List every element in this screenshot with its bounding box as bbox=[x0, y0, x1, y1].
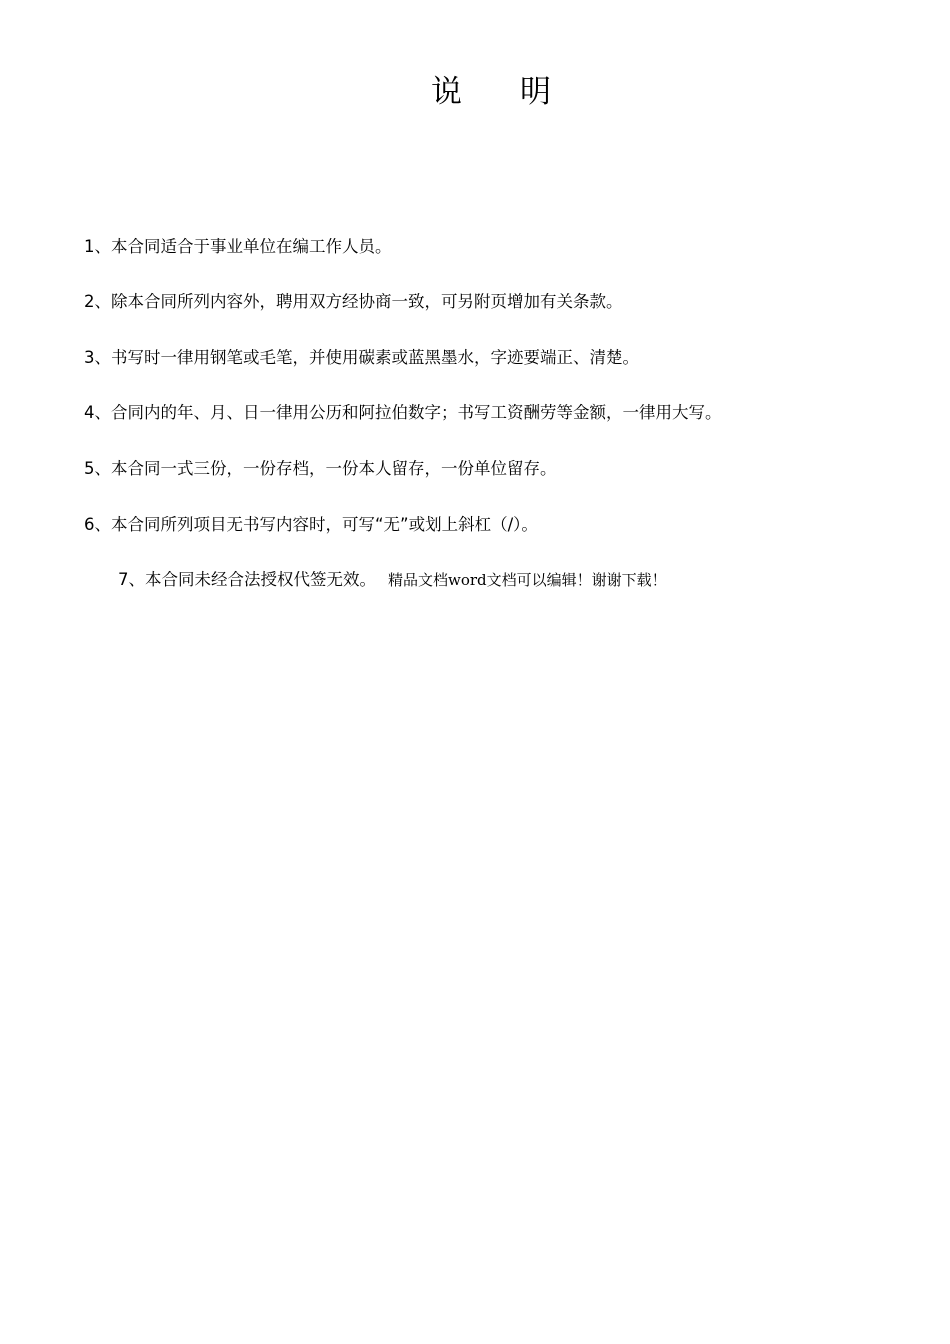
page-title bbox=[0, 72, 950, 112]
instruction-item-6: 6、本合同所列项目无书写内容时，可写“无”或划上斜杠（/）。 bbox=[84, 515, 538, 534]
instruction-item-7 bbox=[118, 569, 667, 591]
instruction-item-4: 4、合同内的年、月、日一律用公历和阿拉伯数字；书写工资酬劳等金额，一律用大写。 bbox=[84, 403, 722, 422]
footer-note: 精品文档word文档可以编辑！谢谢下载！ bbox=[388, 571, 667, 589]
instruction-item-7-text: 7、本合同未经合法授权代签无效。 bbox=[118, 570, 376, 589]
instruction-item-3: 3、书写时一律用钢笔或毛笔，并使用碳素或蓝黑墨水，字迹要端正、清楚。 bbox=[84, 348, 639, 367]
instruction-item-2: 2、除本合同所列内容外，聘用双方经协商一致，可另附页增加有关条款。 bbox=[84, 292, 623, 311]
title-char-2: 明 bbox=[520, 74, 551, 110]
instruction-item-1: 1、本合同适合于事业单位在编工作人员。 bbox=[84, 237, 392, 256]
instruction-item-5: 5、本合同一式三份，一份存档，一份本人留存，一份单位留存。 bbox=[84, 459, 557, 478]
title-char-1: 说 bbox=[431, 74, 462, 110]
